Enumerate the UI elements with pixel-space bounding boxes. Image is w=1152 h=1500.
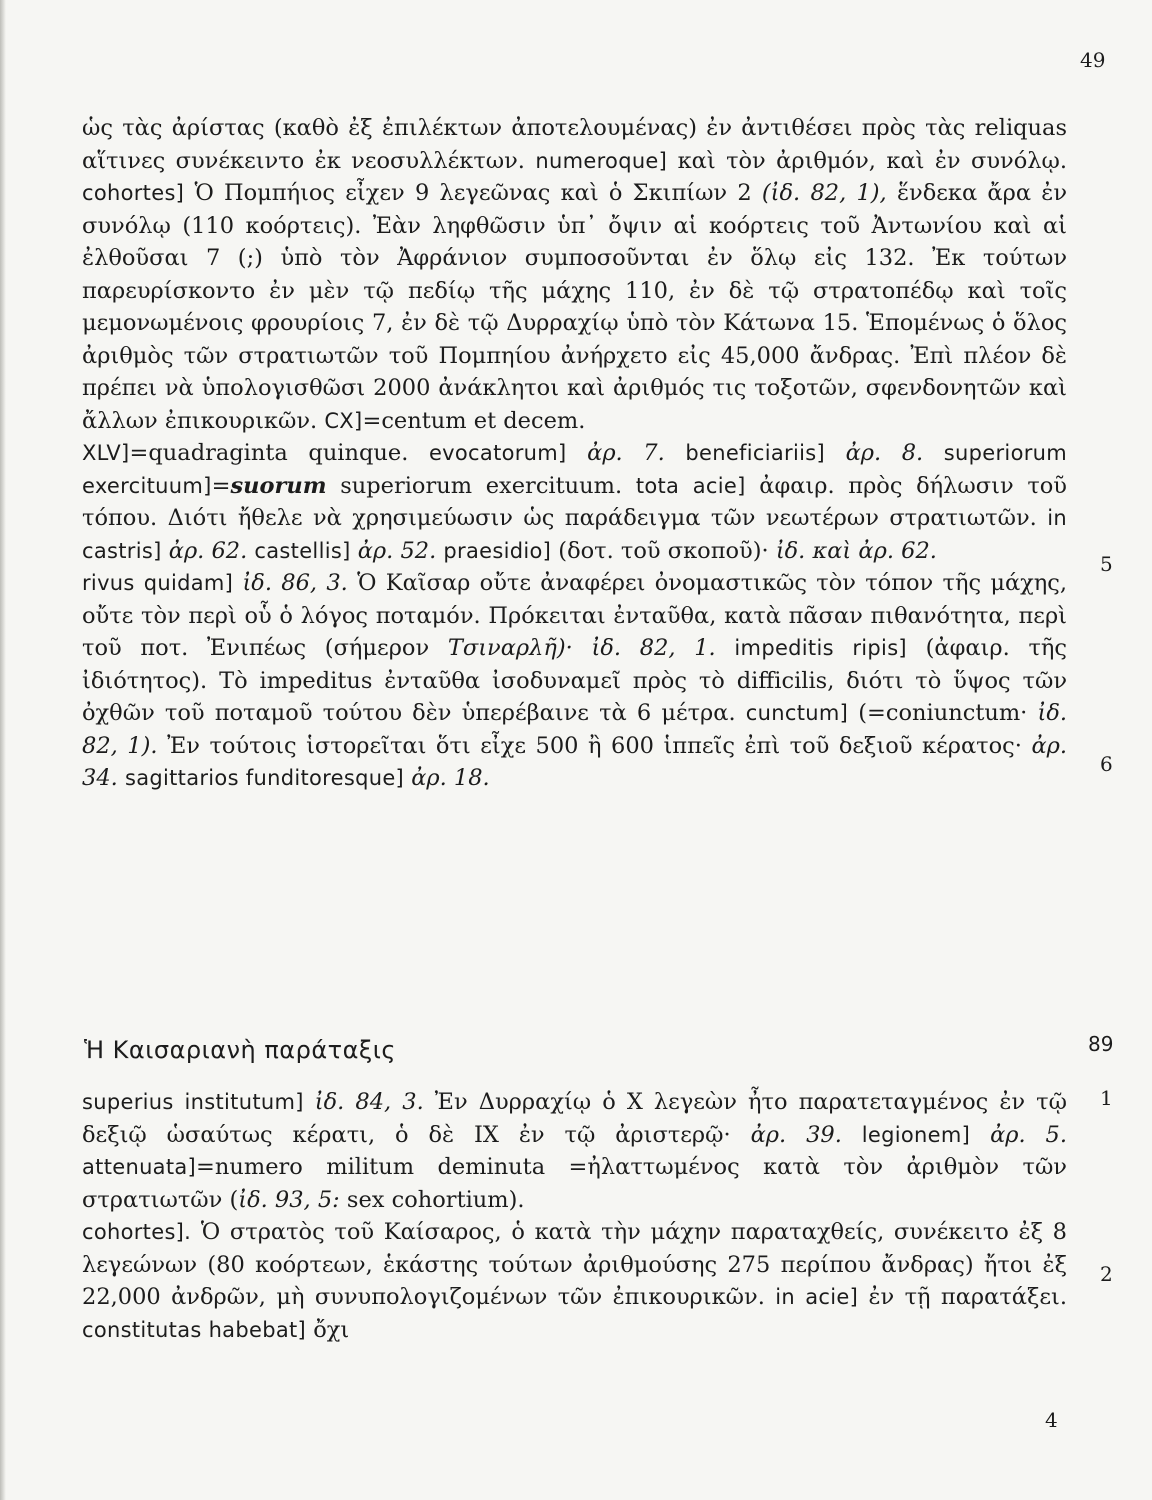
paragraph: cohortes]. Ὁ στρατὸς τοῦ Καίσαρος, ὁ κατὰ τὴν μάχην παραταχθείς, συνέκειτο ἐξ 8 λεγεώνων (80 κοόρτεων, ἑκάστης τούτων ἀριθμούσης 275 περίπου ἄνδρας) ἤτοι ἐξ 22,000 ἀνδρῶν, μὴ συνυπολογιζομένων τῶν ἐπικουρικῶν. in acie] ἐν τῇ παρατάξει. constitutas habebat] ὄχι: [82, 1219, 1068, 1343]
lemma: cohortes].: [82, 1220, 192, 1244]
lemma: beneficiariis]: [685, 441, 825, 465]
reference: ἀρ. 52.: [357, 537, 437, 564]
lemma: castellis]: [254, 538, 351, 563]
lemma: in castris]: [82, 506, 1067, 563]
lemma: CX]: [324, 408, 363, 433]
lemma: legionem]: [861, 1122, 971, 1147]
lemma: cunctum]: [745, 701, 849, 725]
paragraph: rivus quidam] ἰδ. 86, 3. Ὁ Καῖσαρ οὔτε ἀναφέρει ὀνομαστικῶς τὸν τόπον τῆς μάχης, οὔτε τὸν περὶ οὗ ὁ λόγος ποταμόν. Πρόκειται ἐνταῦθα, κατὰ πᾶσαν πιθανότητα, περὶ τοῦ ποτ. Ἐνιπέως (σήμερον Τσιναρλῆ)· ἰδ. 82, 1. impeditis ripis] (ἀφαιρ. τῆς ἰδιότητος). Τὸ impeditus ἐνταῦθα ἰσοδυναμεῖ πρὸς τὸ difficilis, διότι τὸ ὕψος τῶν ὀχθῶν τοῦ ποταμοῦ τούτου δὲν ὑπερέβαινε τὰ 6 μέτρα. cunctum] (=coniunctum· ἰδ. 82, 1). Ἐν τούτοις ἱστορεῖται ὅτι εἶχε 500 ἢ 600 ἱππεῖς ἐπὶ τοῦ δεξιοῦ κέρατος· ἀρ. 34. sagittarios funditoresque] ἀρ. 18.: [82, 570, 1068, 791]
margin-number: 5: [1100, 552, 1113, 576]
lemma: praesidio]: [443, 538, 552, 563]
lemma: in acie]: [775, 1285, 859, 1309]
reference: ἀρ. 34.: [82, 732, 1068, 791]
reference: ἰδ. 82, 1.: [591, 635, 716, 661]
paragraph: ὡς τὰς ἀρίστας (καθὸ ἐξ ἐπιλέκτων ἀποτελουμένας) ἐν ἀντιθέσει πρὸς τὰς reliquas αἵτινες συνέκειντο ἐκ νεοσυλλέκτων. numeroque] καὶ τὸν ἀριθμόν, καὶ ἐν συνόλῳ. cohortes] Ὁ Πομπήιος εἶχεν 9 λεγεῶνας καὶ ὁ Σκιπίων 2 (ἰδ. 82, 1), ἕνδεκα ἄρα ἐν συνόλῳ (110 κοόρτεις). Ἐὰν ληφθῶσιν ὑπ᾽ ὄψιν αἱ κοόρτεις τοῦ Ἀντωνίου καὶ αἱ ἐλθοῦσαι 7 (;) ὑπὸ τὸν Ἀφράνιον συμποσοῦνται ἐν ὅλῳ εἰς 132. Ἐκ τούτων παρευρίσκοντο ἐν μὲν τῷ πεδίῳ τῆς μάχης 110, ἐν δὲ τῷ στρατοπέδῳ καὶ τοῖς μεμονωμένοις φρουρίοις 7, ἐν δὲ τῷ Δυρραχίῳ ὑπὸ τὸν Κάτωνα 15. Ἑπομένως ὁ ὅλος ἀριθμὸς τῶν στρατιωτῶν τοῦ Πομπηίου ἀνήρχετο εἰς 45,000 ἄνδρας. Ἐπὶ πλέον δὲ πρέπει νὰ ὑπολογισθῶσι 2000 ἀνάκλητοι καὶ ἀριθμός τις τοξοτῶν, σφενδονητῶν καὶ ἄλλων ἐπικουρικῶν. CX]=centum et decem.: [82, 115, 1068, 434]
paragraph: superius institutum] ἰδ. 84, 3. Ἐν Δυρραχίῳ ὁ X λεγεὼν ἦτο παρατεταγμένος ἐν τῷ δεξιῷ ὡσαύτως κέρατι, ὁ δὲ IX ἐν τῷ ἀριστερῷ· ἀρ. 39. legionem] ἀρ. 5. attenuata]=numero militum deminuta =ἠλαττωμένος κατὰ τὸν ἀριθμὸν τῶν στρατιωτῶν (ἰδ. 93, 5: sex cohortium).: [82, 1089, 1068, 1213]
reference: ἰδ. καὶ ἀρ. 62.: [775, 537, 937, 564]
lemma: constitutas habebat]: [82, 1317, 307, 1342]
reference: ἰδ. 82, 1).: [82, 700, 1068, 759]
page-number: 49: [1080, 48, 1106, 72]
margin-number: 2: [1100, 1262, 1113, 1286]
lemma: attenuata]: [82, 1155, 197, 1179]
lemma: tota acie]: [635, 473, 746, 498]
reference: ἰδ. 93, 5:: [238, 1186, 340, 1213]
lemma: numeroque]: [535, 148, 668, 173]
paragraph: XLV]=quadraginta quinque. evocatorum] ἀρ. 7. beneficiariis] ἀρ. 8. superiorum exercituum]=suorum superiorum exercituum. tota acie] ἀφαιρ. πρὸς δήλωσιν τοῦ τόπου. Διότι ἤθελε νὰ χρησιμεύωσιν ὡς παράδειγμα τῶν νεωτέρων στρατιωτῶν. in castris] ἀρ. 62. castellis] ἀρ. 52. praesidio] (δοτ. τοῦ σκοποῦ)· ἰδ. καὶ ἀρ. 62.: [82, 440, 1068, 564]
reference: ἰδ. 84, 3.: [314, 1089, 424, 1115]
lemma: cohortes]: [82, 181, 185, 205]
reference: ἀρ. 62.: [168, 537, 248, 564]
page-edge-shadow: [0, 0, 6, 1500]
lemma: rivus quidam]: [82, 571, 234, 595]
lemma: XLV]: [82, 441, 130, 465]
lemma: impeditis ripis]: [734, 636, 907, 660]
emphasis: suorum: [230, 472, 327, 499]
signature-mark: 4: [1045, 1408, 1058, 1432]
reference: ἀρ. 7.: [587, 440, 665, 466]
reference: ἀρ. 39.: [750, 1121, 842, 1148]
reference: ἰδ. 86, 3.: [242, 570, 348, 596]
commentary-section-1: [82, 112, 1067, 795]
lemma: sagittarios funditoresque]: [124, 766, 405, 790]
section-number: 89: [1088, 1032, 1114, 1056]
reference: ἀρ. 18.: [411, 765, 490, 791]
reference: Τσιναρλῆ)·: [447, 635, 573, 661]
margin-number: 1: [1100, 1086, 1113, 1110]
reference: ἀρ. 8.: [845, 440, 924, 466]
section-heading: Ἡ Καισαριανὴ παράταξις: [84, 1036, 396, 1064]
reference: ἀρ. 5.: [990, 1121, 1068, 1148]
margin-number: 6: [1100, 752, 1113, 776]
lemma: superiorum exercituum]: [82, 441, 1068, 498]
lemma: evocatorum]: [428, 441, 567, 465]
reference: (ἰδ. 82, 1),: [761, 180, 887, 206]
lemma: superius institutum]: [82, 1090, 304, 1114]
commentary-section-2: [82, 1086, 1067, 1346]
